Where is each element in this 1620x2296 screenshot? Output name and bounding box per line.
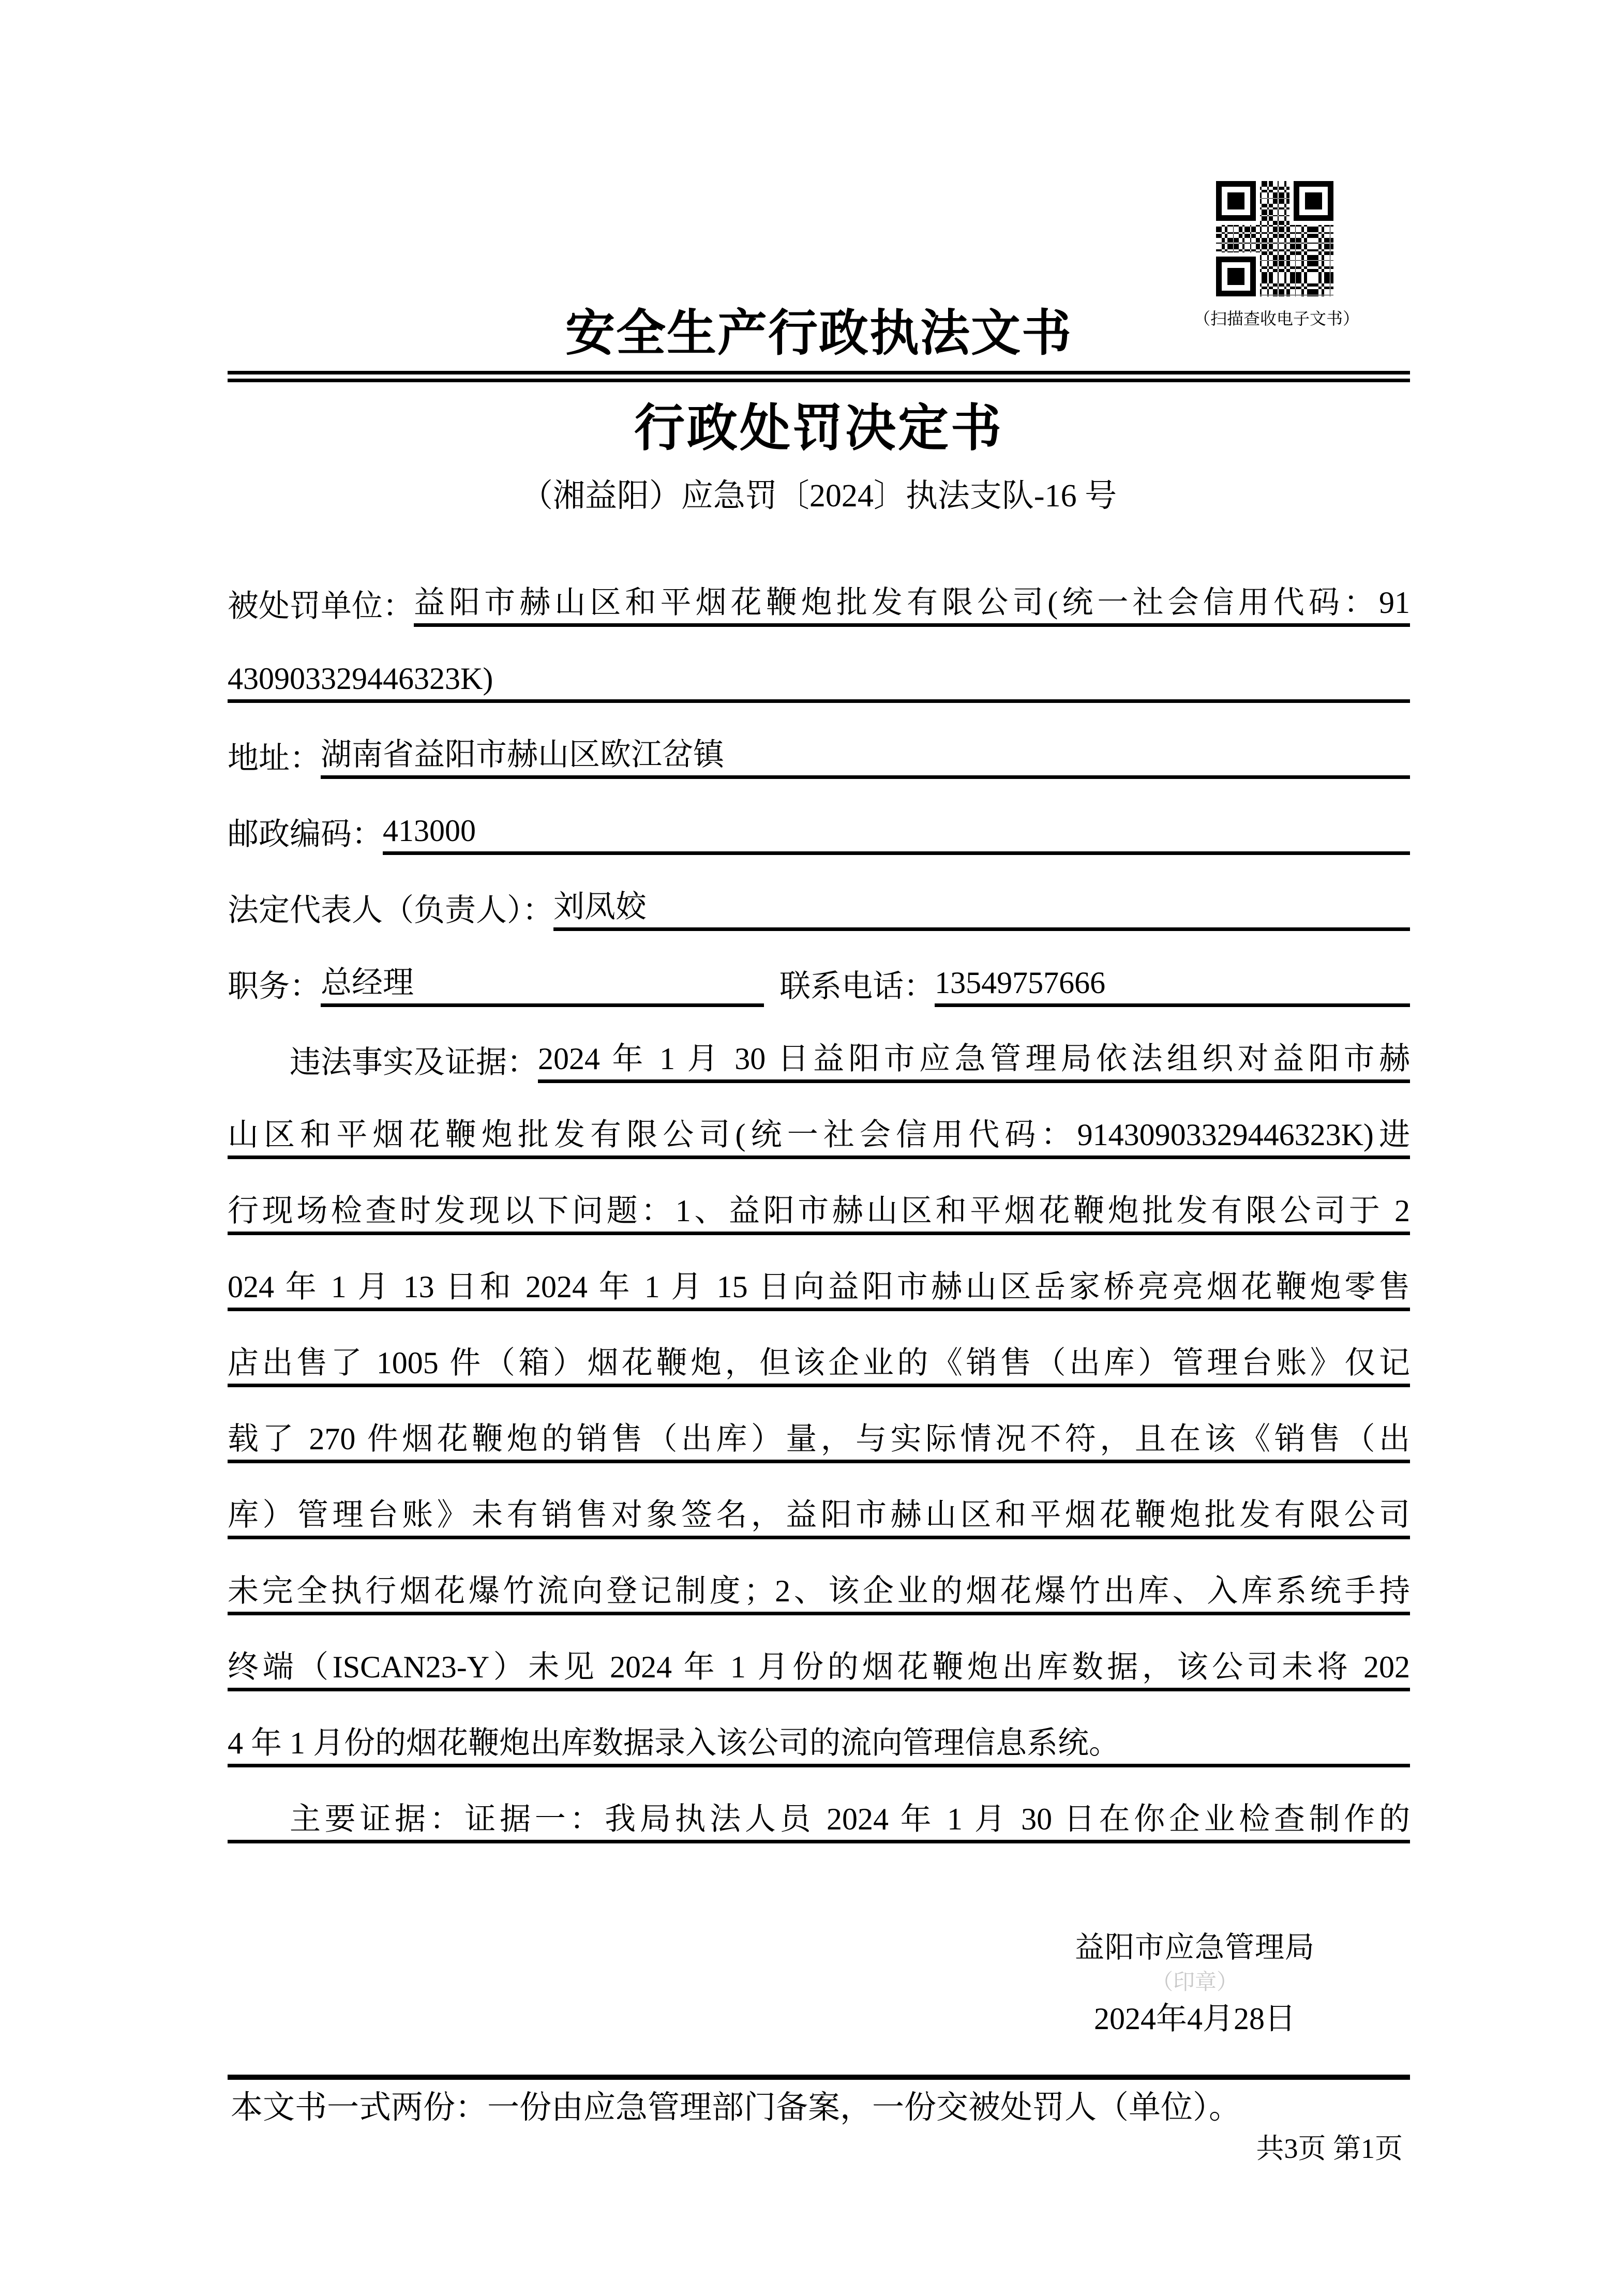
field-label-postal-code: 邮政编码： [228, 817, 383, 851]
qr-finder-top-right [1294, 181, 1333, 221]
facts-line [228, 1235, 1410, 1311]
issuing-authority: 益阳市应急管理局 [1075, 1931, 1315, 1964]
field-value-address: 湖南省益阳市赫山区欧江岔镇 [321, 738, 1410, 779]
qr-finder-bottom-left [1216, 257, 1256, 296]
facts-last-line-text: 4 年 1 月份的烟花鞭炮出库数据录入该公司的流向管理信息系统。 [228, 1725, 1120, 1760]
facts-line-text: 山区和平烟花鞭炮批发有限公司(统一社会信用代码：91430903329446323K)进 [228, 1117, 1410, 1152]
doc-category-title: 安全生产行政执法文书 [565, 306, 1072, 361]
field-value-position: 总经理 [321, 966, 764, 1007]
field-value-penalized-unit: 益阳市赫山区和平烟花鞭炮批发有限公司(统一社会信用代码：91 [414, 586, 1410, 627]
page-number: 共3页 第1页 [1256, 2133, 1403, 2164]
footer-divider [228, 2075, 1410, 2080]
field-legal-representative [228, 855, 1410, 931]
header-divider-top [228, 371, 1410, 374]
field-label-position: 职务： [228, 969, 321, 1003]
field-position-and-phone [228, 931, 1410, 1007]
header-divider-bottom [228, 379, 1410, 382]
facts-line [228, 1463, 1410, 1539]
facts-line [228, 1083, 1410, 1159]
doc-number: （湘益阳）应急罚〔2024〕执法支队-16 号 [520, 478, 1117, 514]
seal-placeholder: （印章） [1151, 1971, 1238, 1995]
field-label-phone: 联系电话： [779, 969, 935, 1003]
facts-line [228, 1387, 1410, 1463]
field-value-postal-code: 413000 [383, 814, 1410, 855]
field-value-phone: 13549757666 [935, 966, 1410, 1007]
qr-finder-top-left [1216, 181, 1256, 221]
field-label-penalized-unit: 被处罚单位： [228, 589, 414, 623]
facts-line-text: 载了 270 件烟花鞭炮的销售（出库）量，与实际情况不符，且在该《销售（出 [228, 1421, 1410, 1456]
facts-line-text: 店出售了 1005 件（箱）烟花鞭炮，但该企业的《销售（出库）管理台账》仅记 [228, 1345, 1410, 1380]
facts-line-text: 未完全执行烟花爆竹流向登记制度；2、该企业的烟花爆竹出库、入库系统手持 [228, 1573, 1410, 1608]
field-value-penalized-unit-2: 430903329446323K) [228, 661, 493, 696]
facts-line [228, 1539, 1410, 1615]
field-label-address: 地址： [228, 741, 321, 775]
facts-last-line [228, 1691, 1410, 1767]
qr-code [1216, 181, 1333, 296]
field-penalized-unit-continuation [228, 627, 1410, 703]
signature-block [972, 1930, 1417, 2037]
facts-line-text: 行现场检查时发现以下问题：1、益阳市赫山区和平烟花鞭炮批发有限公司于 2 [228, 1193, 1410, 1228]
field-label-legal-representative: 法定代表人（负责人）： [228, 893, 553, 927]
field-penalized-unit [228, 551, 1410, 627]
facts-line [228, 1615, 1410, 1691]
facts-line [228, 1311, 1410, 1387]
evidence-first-line [228, 1767, 1410, 1843]
facts-line [228, 1159, 1410, 1235]
field-postal-code [228, 779, 1410, 855]
field-address [228, 703, 1410, 779]
issue-date: 2024年4月28日 [1094, 2001, 1296, 2036]
qr-caption: （扫描查收电子文书） [1194, 309, 1360, 328]
facts-line-text: 库）管理台账》未有销售对象签名，益阳市赫山区和平烟花鞭炮批发有限公司 [228, 1497, 1410, 1532]
evidence-first-line-text: 主要证据：证据一：我局执法人员 2024 年 1 月 30 日在你企业检查制作的 [290, 1802, 1410, 1836]
facts-first-line [228, 1007, 1410, 1083]
footer-note: 本文书一式两份：一份由应急管理部门备案，一份交被处罚人（单位）。 [231, 2090, 1241, 2125]
facts-line-text: 终端（ISCAN23-Y）未见 2024 年 1 月份的烟花鞭炮出库数据，该公司未将 202 [228, 1649, 1410, 1684]
document-body [228, 551, 1410, 1843]
field-value-legal-representative: 刘凤姣 [553, 890, 1410, 931]
facts-label: 违法事实及证据： [290, 1045, 538, 1079]
doc-title: 行政处罚决定书 [634, 401, 1003, 457]
facts-line-text: 024 年 1 月 13 日和 2024 年 1 月 15 日向益阳市赫山区岳家桥亮亮烟花鞭炮零售 [228, 1269, 1410, 1304]
facts-first-line-value: 2024 年 1 月 30 日益阳市应急管理局依法组织对益阳市赫 [538, 1042, 1410, 1083]
